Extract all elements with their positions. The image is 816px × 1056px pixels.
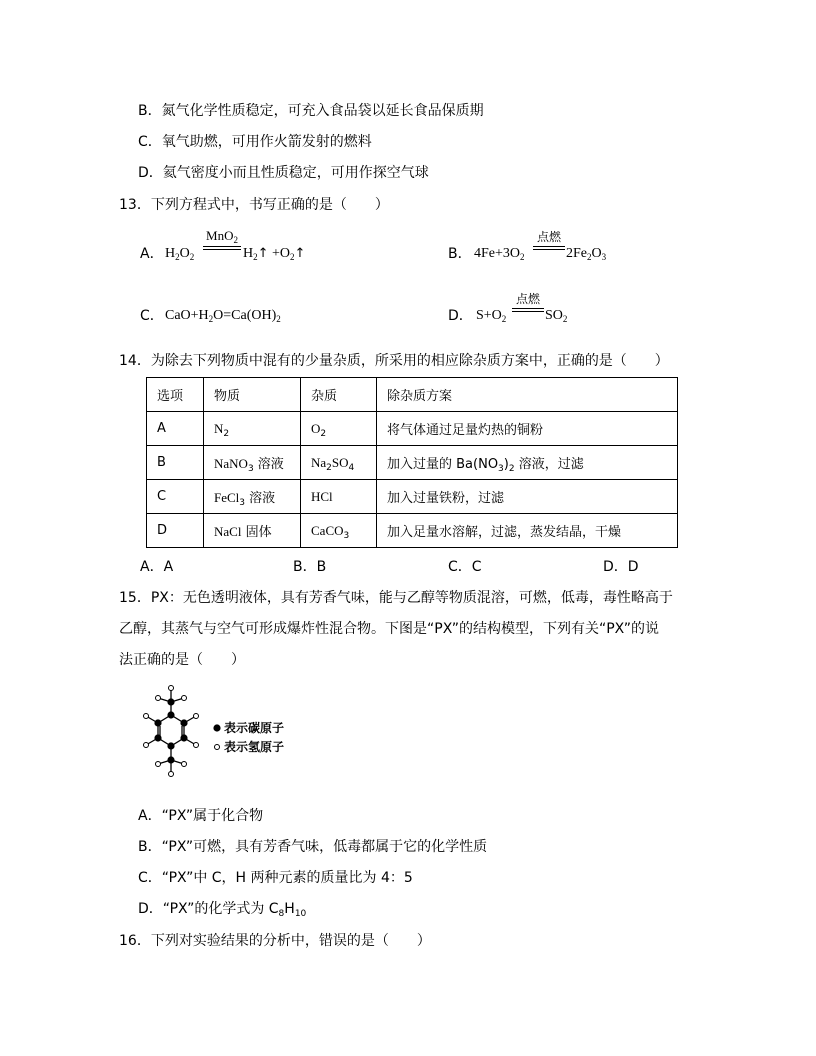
q15-option-c: C．“PX”中 C，H 两种元素的质量比为 4：5 [138,870,413,886]
q13-option-a-equals [203,246,241,250]
table-row [147,446,678,480]
cell-option: A [147,412,204,446]
cell-impurity: $O_2$ [301,412,377,446]
q14-stem: 14．为除去下列物质中混有的少量杂质，所采用的相应除杂质方案中，正确的是（ ） [119,353,669,369]
q13-option-d-rhs: $SO_2$ [545,308,568,324]
q14-answer-d: D．D [603,559,639,575]
table-header-row [147,378,678,412]
q15-option-a: A．“PX”属于化合物 [138,808,264,824]
cell-option: C [147,480,204,514]
header-option: 选项 [147,378,204,412]
carbon-legend-icon [213,724,220,731]
cell-substance: NaNO$_3$ 溶液 [204,446,301,480]
cell-substance: NaCl 固体 [204,514,301,548]
q13-option-a-label: A． [140,246,164,262]
q15-stem-line1: 15．PX：无色透明液体，具有芳香气味，能与乙醇等物质混溶，可燃，低毒，毒性略高于 [119,590,673,606]
q15-option-b: B．“PX”可燃，具有芳香气味，低毒都属于它的化学性质 [138,839,488,855]
cell-option: B [147,446,204,480]
cell-plan: 将气体通过足量灼热的铜粉 [377,412,678,446]
q14-answer-c: C．C [448,559,482,575]
q13-option-c-label: C． [140,308,164,324]
q14-answer-b: B．B [293,559,327,575]
cell-impurity: CaCO$_3$ [301,514,377,548]
cell-substance: $N_2$ [204,412,301,446]
table-row [147,514,678,548]
q13-option-b-rhs: $2Fe_2O_3$ [566,246,607,262]
cell-plan: 加入足量水溶解，过滤，蒸发结晶，干燥 [377,514,678,548]
q15-option-d: D．“PX”的化学式为 $C_8H_{10}$ [138,901,307,919]
q13-option-b-condition: 点燃 [536,230,561,244]
q16-stem: 16．下列对实验结果的分析中，错误的是（ ） [119,933,431,949]
cell-substance: FeCl$_3$ 溶液 [204,480,301,514]
q13-option-b-equals [533,246,565,250]
q13-option-a-reactant: $H_2O_2$ [165,246,195,262]
q13-option-d-label: D． [448,308,473,324]
legend-hydrogen-label: 表示氢原子 [224,740,285,754]
header-substance: 物质 [204,378,301,412]
legend-carbon-label: 表示碳原子 [224,721,285,735]
cell-plan: 加入过量铁粉，过滤 [377,480,678,514]
q12-option-b: B．氮气化学性质稳定，可充入食品袋以延长食品保质期 [138,103,484,119]
hydrogen-legend-icon [215,745,220,750]
q15-stem-line2: 乙醇，其蒸气与空气可形成爆炸性混合物。下图是“PX”的结构模型，下列有关“PX”的说 [119,621,659,637]
q13-option-a-catalyst: MnO$_2$ [206,228,238,245]
q12-option-c: C．氧气助燃，可用作火箭发射的燃料 [138,134,372,150]
table-row [147,412,678,446]
q13-option-c-equation: $CaO+H_2O=Ca(OH)_2$ [165,308,281,324]
q13-option-b-lhs: $4Fe+3O_2$ [474,246,525,262]
header-impurity: 杂质 [301,378,377,412]
q12-option-d: D．氦气密度小而且性质稳定，可用作探空气球 [138,165,429,181]
q13-option-d-condition: 点燃 [515,292,540,306]
header-plan: 除杂质方案 [377,378,678,412]
q13-option-d-equals [512,308,544,312]
cell-plan: 加入过量的 $Ba(NO_3)_2$ 溶液，过滤 [377,446,678,480]
table-row [147,480,678,514]
cell-option: D [147,514,204,548]
q14-table [146,377,678,548]
cell-impurity: $Na_2SO_4$ [301,446,377,480]
q15-stem-line3: 法正确的是（ ） [119,652,245,668]
q13-stem: 13．下列方程式中，书写正确的是（ ） [119,197,389,213]
q13-option-b-label: B． [448,246,472,262]
q14-answer-a: A．A [140,559,174,575]
cell-impurity: HCl [301,480,377,514]
q13-option-a-products: $H_2↑$ $+O_2↑$ [243,246,306,262]
q13-option-d-lhs: $S+O_2$ [476,308,507,324]
